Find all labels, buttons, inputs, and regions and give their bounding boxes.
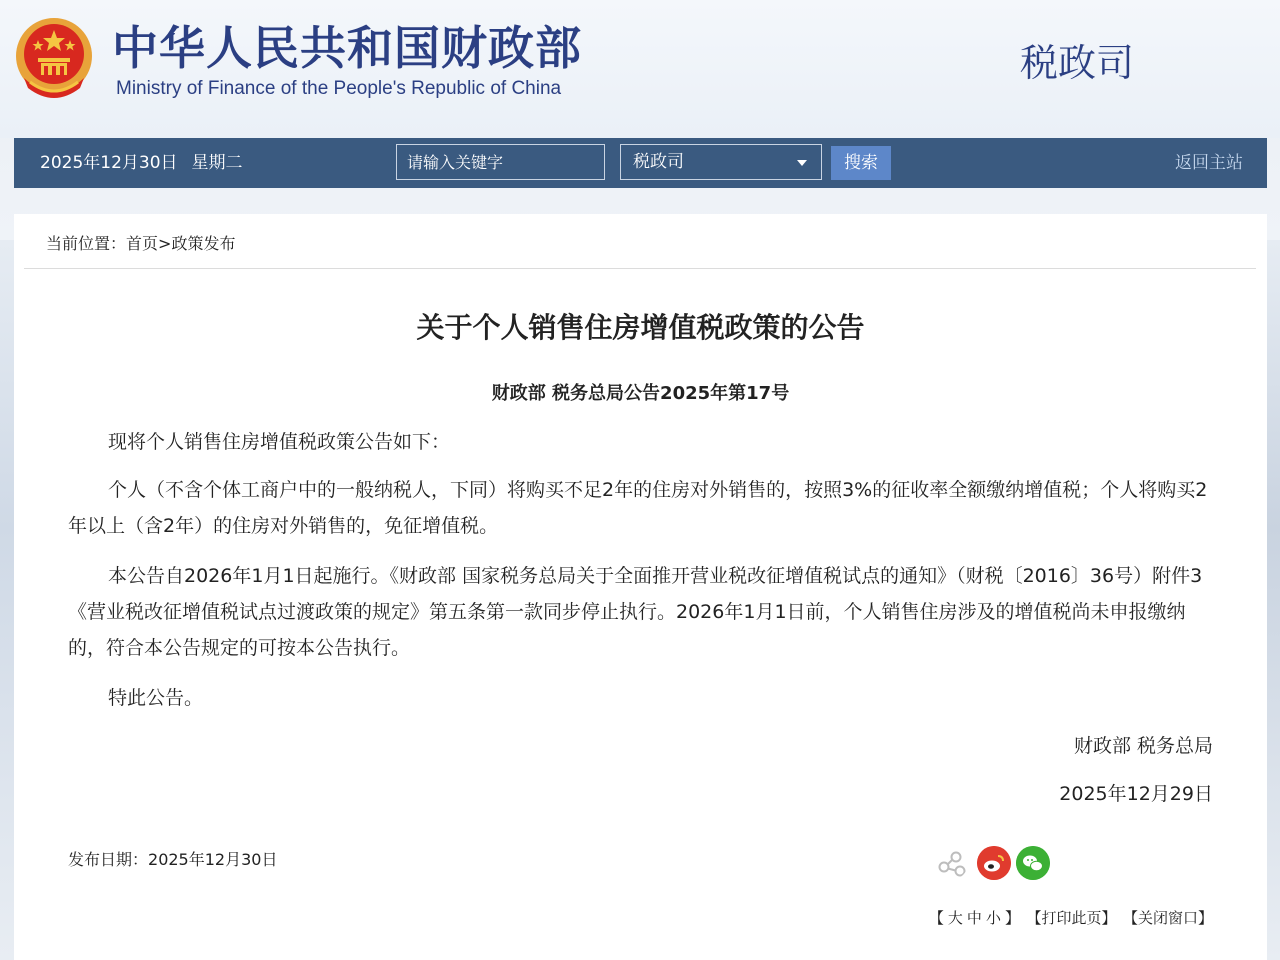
article-paragraph: 现将个人销售住房增值税政策公告如下： bbox=[108, 431, 451, 453]
article-paragraph: 特此公告。 bbox=[108, 687, 204, 709]
weekday-text: 星期二 bbox=[191, 153, 243, 173]
national-emblem-icon bbox=[14, 16, 94, 102]
font-size-small[interactable]: 小 bbox=[985, 909, 1001, 927]
font-size-large[interactable]: 大 bbox=[947, 909, 963, 927]
signatory: 财政部 税务总局 bbox=[1073, 735, 1213, 757]
content-panel bbox=[14, 214, 1267, 960]
article-title: 关于个人销售住房增值税政策的公告 bbox=[416, 311, 865, 344]
breadcrumb-separator: > bbox=[158, 234, 172, 253]
site-subtitle: Ministry of Finance of the People's Republic of China bbox=[116, 78, 562, 99]
chevron-down-icon bbox=[797, 160, 807, 166]
decorative-background-right bbox=[1267, 240, 1280, 960]
breadcrumb bbox=[46, 234, 235, 254]
close-window-link[interactable]: 【关闭窗口】 bbox=[1130, 909, 1213, 927]
publish-date bbox=[68, 850, 277, 870]
bracket-open: 【 bbox=[928, 909, 944, 927]
current-date bbox=[40, 152, 243, 174]
share-icon[interactable] bbox=[934, 846, 968, 880]
navigation-bar bbox=[14, 138, 1267, 188]
search-scope-select[interactable] bbox=[620, 144, 822, 180]
document-number: 财政部 税务总局公告2025年第17号 bbox=[491, 383, 790, 404]
font-size-control bbox=[929, 909, 1020, 927]
wechat-icon[interactable] bbox=[1016, 846, 1050, 880]
return-home-link[interactable]: 返回主站 bbox=[1175, 153, 1243, 173]
sign-date: 2025年12月29日 bbox=[1059, 783, 1213, 805]
page-tools bbox=[915, 908, 1213, 928]
search-button[interactable]: 搜索 bbox=[831, 146, 891, 180]
search-input[interactable] bbox=[396, 144, 605, 180]
decorative-background-left bbox=[0, 240, 14, 960]
breadcrumb-home-link[interactable]: 首页 bbox=[126, 234, 159, 253]
article-paragraph: 本公告自2026年1月1日起施行。《财政部 国家税务总局关于全面推开营业税改征增值税试点的通知》（财税〔2016〕36号）附件3《营业税改征增值税试点过渡政策的规定》第五条第一款同步停止执行。2026年1月1日前，个人销售住房涉及的增值税尚未申报缴纳的，符合本公告规定的可按本公告执行。 bbox=[68, 565, 1203, 659]
site-title: 中华人民共和国财政部 bbox=[112, 21, 582, 75]
divider bbox=[24, 268, 1256, 269]
print-page-link[interactable]: 【打印此页】 bbox=[1033, 909, 1117, 927]
publish-date-value: 2025年12月30日 bbox=[148, 850, 278, 869]
weibo-icon[interactable] bbox=[977, 846, 1011, 880]
breadcrumb-label: 当前位置： bbox=[46, 234, 127, 253]
date-text: 2025年12月30日 bbox=[40, 153, 178, 173]
site-header bbox=[0, 0, 1280, 138]
font-size-medium[interactable]: 中 bbox=[966, 909, 982, 927]
bracket-close: 】 bbox=[1004, 909, 1020, 927]
breadcrumb-current-link[interactable]: 政策发布 bbox=[171, 234, 236, 253]
department-name: 税政司 bbox=[1020, 41, 1135, 85]
article-paragraph: 个人（不含个体工商户中的一般纳税人，下同）将购买不足2年的住房对外销售的，按照3%的征收率全额缴纳增值税；个人将购买2年以上（含2年）的住房对外销售的，免征增值税。 bbox=[68, 479, 1208, 537]
publish-date-label: 发布日期： bbox=[68, 850, 149, 869]
search-scope-value: 税政司 bbox=[633, 152, 684, 172]
